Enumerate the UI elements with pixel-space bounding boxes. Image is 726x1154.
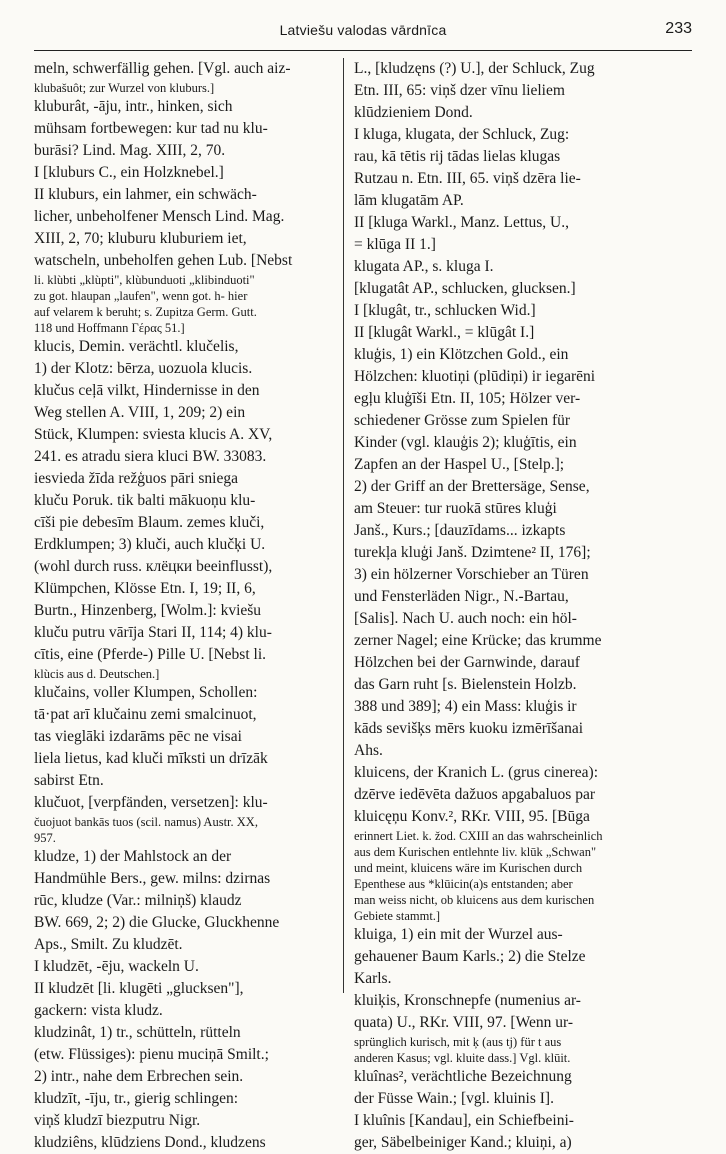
text-line: Epenthese aus *klūicin(a)s entstanden; aber	[354, 877, 573, 891]
text-line: gackern: vista kludz.	[34, 1002, 163, 1019]
text-line: quata) U., RKr. VIII, 97. [Wenn ur-	[354, 1014, 573, 1031]
text-line: rūc, kludze (Var.: milniņš) klaudz	[34, 892, 242, 909]
right-column	[354, 58, 692, 1151]
text-line: Aps., Smilt. Zu kludzēt.	[34, 936, 183, 953]
text-line: man weiss nicht, ob kluicens aus dem kurischen	[354, 893, 595, 907]
column-divider	[343, 58, 344, 993]
text-line: klūdzieniem Dond.	[354, 104, 473, 121]
text-line: Hölzchen: kluotiņi (plūdiņi) ir iegarēni	[354, 368, 596, 385]
text-line: kluģis, 1) ein Klötzchen Gold., ein	[354, 346, 569, 363]
text-line: liela lietus, kad kluči mīksti un drīzāk	[34, 750, 268, 767]
text-line: 2) der Griff an der Brettersäge, Sense,	[354, 478, 590, 495]
text-line: 241. es atradu siera kluci BW. 33083.	[34, 448, 267, 465]
text-line: I kluînis [Kandau], ein Schiefbeini-	[354, 1112, 574, 1129]
text-line: auf velarem k beruht; s. Zupitza Germ. Gutt.	[34, 305, 257, 319]
text-line: zu got. hlaupan „laufen", wenn got. h- hier	[34, 289, 248, 303]
text-line: Klümpchen, Klösse Etn. I, 19; II, 6,	[34, 580, 256, 597]
text-line: kluču putru vārīja Stari II, 114; 4) klu-	[34, 624, 272, 641]
text-line: 3) ein hölzerner Vorschieber an Türen	[354, 566, 589, 583]
text-line: II kludzēt [li. klugēti „glucksen"],	[34, 980, 244, 997]
text-line: 2) intr., nahe dem Erbrechen sein.	[34, 1068, 244, 1085]
text-line: burāsi? Lind. Mag. XIII, 2, 70.	[34, 142, 226, 159]
text-line: I kluga, klugata, der Schluck, Zug:	[354, 126, 570, 143]
text-line: = klūga II 1.]	[354, 236, 436, 253]
text-line: II kluburs, ein lahmer, ein schwäch-	[34, 186, 257, 203]
text-line: meln, schwerfällig gehen. [Vgl. auch aiz-	[34, 60, 291, 77]
text-line: čuojuot bankās tuos (scil. namus) Austr. XX,	[34, 815, 258, 829]
text-line: kludze, 1) der Mahlstock an der	[34, 848, 232, 865]
text-line: Ahs.	[354, 742, 383, 759]
text-line: und meint, kluicens wäre im Kurischen durch	[354, 861, 583, 875]
text-line: Gebiete stammt.]	[354, 909, 441, 923]
text-line: Rutzau n. Etn. III, 65. viņš dzēra lie-	[354, 170, 581, 187]
text-line: iesvieda žīda režģuos pāri sniega	[34, 470, 238, 487]
text-line: XIII, 2, 70; kluburu kluburiem iet,	[34, 230, 247, 247]
text-line: 388 und 389]; 4) ein Mass: kluģis ir	[354, 698, 577, 715]
text-line: aus dem Kurischen entlehnte liv. klūk „Schwan"	[354, 845, 597, 859]
text-line: 118 und Hoffmann Γέρας 51.]	[34, 321, 185, 335]
text-line: BW. 669, 2; 2) die Glucke, Gluckhenne	[34, 914, 280, 931]
text-line: und Fensterläden Nigr., N.-Bartau,	[354, 588, 569, 605]
text-line: Handmühle Bers., gew. milns: dzirnas	[34, 870, 271, 887]
text-line: (wohl durch russ. клёцки beeinflusst),	[34, 558, 273, 575]
text-line: (etw. Flüssiges): pienu muciņā Smilt.;	[34, 1046, 269, 1063]
text-line: ger, Säbelbeiniger Kand.; kluiņi, a)	[354, 1134, 572, 1151]
text-line: Etn. III, 65: viņš dzer vīnu lieliem	[354, 82, 565, 99]
text-line: Karls.	[354, 970, 392, 987]
text-line: I [kluburs C., ein Holzknebel.]	[34, 164, 224, 181]
text-line: L., [kludzęns (?) U.], der Schluck, Zug	[354, 60, 595, 77]
text-line: Zapfen an der Haspel U., [Stelp.];	[354, 456, 565, 473]
text-line: kluiga, 1) ein mit der Wurzel aus-	[354, 926, 563, 943]
text-line: Erdklumpen; 3) kluči, auch klučķi U.	[34, 536, 266, 553]
text-line: Stück, Klumpen: sviesta klucis A. XV,	[34, 426, 273, 443]
text-line: klucis, Demin. verächtl. klučelis,	[34, 338, 239, 355]
page-header	[34, 10, 692, 51]
text-line: [klugatât AP., schlucken, glucksen.]	[354, 280, 576, 297]
text-line: erinnert Liet. k. žod. CXIII an das wahrscheinlich	[354, 829, 603, 843]
text-line: kludzinât, 1) tr., schütteln, rütteln	[34, 1024, 241, 1041]
text-line: kluiķis, Kronschnepfe (numenius ar-	[354, 992, 581, 1009]
text-line: klučus ceļā vilkt, Hindernisse in den	[34, 382, 260, 399]
text-line: lām klugatām AP.	[354, 192, 464, 209]
text-line: kluburât, -āju, intr., hinken, sich	[34, 98, 233, 115]
text-line: kluicęņu Konv.², RKr. VIII, 95. [Būga	[354, 808, 590, 825]
text-line: sprünglich kurisch, mit ķ (aus tj) für t aus	[354, 1035, 562, 1049]
text-line: Burtn., Hinzenberg, [Wolm.]: kviešu	[34, 602, 262, 619]
text-line: rau, kā tētis rij tādas lielas klugas	[354, 148, 561, 165]
text-line: turekļa kluģi Janš. Dzimtene² II, 176];	[354, 544, 591, 561]
text-line: cīši pie debesīm Blaum. zemes kluči,	[34, 514, 265, 531]
text-line: Janš., Kurs.; [dauzīdams... izkapts	[354, 522, 566, 539]
text-line: [Salis]. Nach U. auch noch: ein höl-	[354, 610, 577, 627]
text-line: dzērve iedēvēta dažuos apgabaluos par	[354, 786, 595, 803]
text-line: II [klugât Warkl., = klūgât I.]	[354, 324, 535, 341]
text-line: I [klugât, tr., schlucken Wid.]	[354, 302, 536, 319]
running-title: Latviešu valodas vārdnīca	[279, 22, 447, 38]
text-line: kludzīt, -īju, tr., gierig schlingen:	[34, 1090, 239, 1107]
text-line: klučuot, [verpfänden, versetzen]: klu-	[34, 794, 268, 811]
text-line: I kludzēt, -ēju, wackeln U.	[34, 958, 199, 975]
page-number: 233	[665, 20, 692, 37]
text-line: li. klùbti „klùpti", klùbunduoti „klibinduoti"	[34, 273, 255, 287]
text-line: kāds sevišķs mērs kuoku izmērīšanai	[354, 720, 584, 737]
text-line: gehauener Baum Karls.; 2) die Stelze	[354, 948, 586, 965]
text-line: klučains, voller Klumpen, Schollen:	[34, 684, 258, 701]
text-line: kluînas², verächtliche Bezeichnung	[354, 1068, 572, 1085]
text-line: kluču Poruk. tik balti mākuoņu klu-	[34, 492, 256, 509]
text-line: der Füsse Wain.; [vgl. kluinis I].	[354, 1090, 554, 1107]
text-line: klùcis aus d. Deutschen.]	[34, 667, 160, 681]
text-line: klugata AP., s. kluga I.	[354, 258, 494, 275]
text-line: zerner Nagel; eine Krücke; das krumme	[354, 632, 602, 649]
text-line: schiedener Grösse zum Spielen für	[354, 412, 571, 429]
left-column	[34, 58, 334, 1151]
text-line: Weg stellen A. VIII, 1, 209; 2) ein	[34, 404, 246, 421]
text-line: II [kluga Warkl., Manz. Lettus, U.,	[354, 214, 569, 231]
text-line: cītis, eine (Pferde-) Pille U. [Nebst li.	[34, 646, 267, 663]
text-line: kludziêns, klūdziens Dond., kludzens	[34, 1134, 266, 1151]
text-line: licher, unbeholfener Mensch Lind. Mag.	[34, 208, 285, 225]
text-line: sabirst Etn.	[34, 772, 104, 789]
text-line: 957.	[34, 831, 56, 845]
text-line: das Garn ruht [s. Bielenstein Holzb.	[354, 676, 577, 693]
text-line: anderen Kasus; vgl. kluite dass.] Vgl. klūit.	[354, 1051, 571, 1065]
text-line: tā·pat arī klučainu zemi smalcinuot,	[34, 706, 257, 723]
text-line: watscheln, unbeholfen gehen Lub. [Nebst	[34, 252, 293, 269]
text-line: klubašuôt; zur Wurzel von kluburs.]	[34, 81, 215, 95]
text-line: am Steuer: tur ruokā stūres kluģi	[354, 500, 557, 517]
text-line: mühsam fortbewegen: kur tad nu klu-	[34, 120, 268, 137]
text-line: Kinder (vgl. klauģis 2); kluģītis, ein	[354, 434, 577, 451]
text-line: 1) der Klotz: bērza, uozuola klucis.	[34, 360, 253, 377]
text-line: Hölzchen bei der Garnwinde, darauf	[354, 654, 580, 671]
text-line: egļu kluģīši Etn. II, 105; Hölzer ver-	[354, 390, 581, 407]
text-line: kluicens, der Kranich L. (grus cinerea):	[354, 764, 599, 781]
text-line: tas vieglāki izdarāms pēc ne visai	[34, 728, 242, 745]
text-line: viņš kludzī biezputru Nigr.	[34, 1112, 201, 1129]
